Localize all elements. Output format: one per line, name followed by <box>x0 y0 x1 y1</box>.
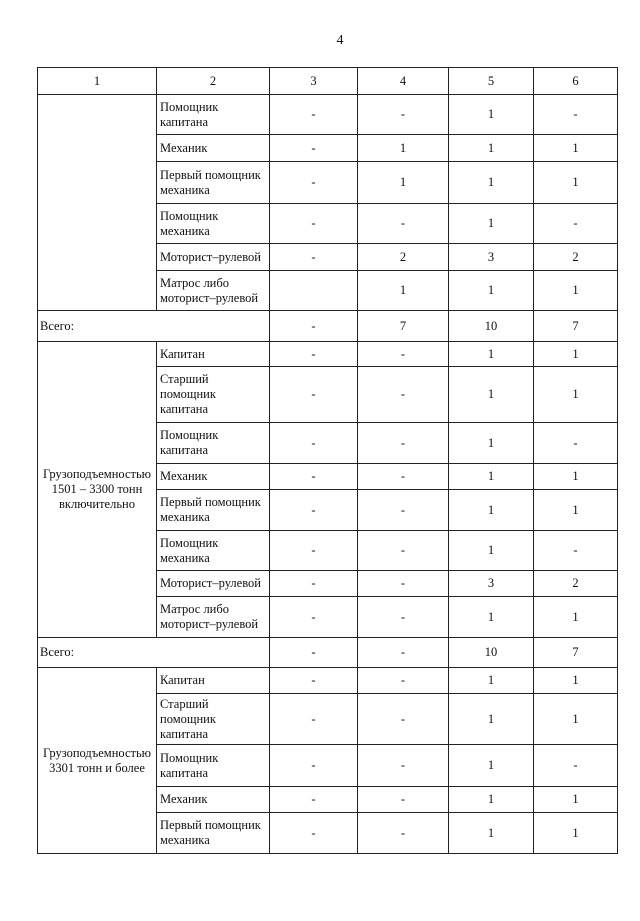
position-cell: Старший помощник капитана <box>157 694 270 745</box>
value-cell-c4: 2 <box>358 244 449 271</box>
value-cell-c6: 1 <box>534 787 618 813</box>
value-cell-c3: - <box>270 694 358 745</box>
value-cell-c6: 1 <box>534 271 618 311</box>
value-cell-c4: - <box>358 464 449 490</box>
value-cell-c5: 1 <box>449 787 534 813</box>
total-label: Всего: <box>38 311 270 342</box>
value-cell-c5: 3 <box>449 571 534 597</box>
value-cell-c4: - <box>358 423 449 464</box>
value-cell-c6: 1 <box>534 342 618 367</box>
crew-table <box>37 67 618 854</box>
column-header-2: 2 <box>157 68 270 95</box>
total-row <box>38 638 618 668</box>
value-cell-c5: 1 <box>449 694 534 745</box>
value-cell-c6: 1 <box>534 694 618 745</box>
page-number: 4 <box>336 33 344 48</box>
value-cell-c6: - <box>534 745 618 787</box>
value-cell-c3: - <box>270 464 358 490</box>
position-cell: Помощник механика <box>157 204 270 244</box>
value-cell-c3: - <box>270 95 358 135</box>
value-cell-c3: - <box>270 162 358 204</box>
total-value-c4: - <box>358 638 449 668</box>
position-cell: Моторист–рулевой <box>157 571 270 597</box>
value-cell-c3: - <box>270 531 358 571</box>
value-cell-c4: 1 <box>358 162 449 204</box>
value-cell-c6: 2 <box>534 571 618 597</box>
value-cell-c3: - <box>270 244 358 271</box>
value-cell-c5: 1 <box>449 490 534 531</box>
position-cell: Помощник капитана <box>157 95 270 135</box>
total-value-c3: - <box>270 311 358 342</box>
value-cell-c3: - <box>270 135 358 162</box>
value-cell-c4: - <box>358 342 449 367</box>
value-cell-c6: 1 <box>534 490 618 531</box>
group-label-cell: Грузоподъемностью 3301 тонн и более <box>38 668 157 854</box>
value-cell-c5: 1 <box>449 531 534 571</box>
value-cell-c5: 1 <box>449 204 534 244</box>
value-cell-c3: - <box>270 745 358 787</box>
value-cell-c3: - <box>270 342 358 367</box>
value-cell-c4: - <box>358 531 449 571</box>
position-cell: Помощник капитана <box>157 423 270 464</box>
value-cell-c4: - <box>358 597 449 638</box>
value-cell-c5: 1 <box>449 367 534 423</box>
table-row <box>38 342 618 367</box>
total-value-c3: - <box>270 638 358 668</box>
position-cell: Помощник механика <box>157 531 270 571</box>
value-cell-c6: 1 <box>534 813 618 854</box>
position-cell: Матрос либо моторист–рулевой <box>157 271 270 311</box>
position-cell: Капитан <box>157 342 270 367</box>
table-header-row <box>38 68 618 95</box>
position-cell: Старший помощник капитана <box>157 367 270 423</box>
total-value-c5: 10 <box>449 638 534 668</box>
position-cell: Моторист–рулевой <box>157 244 270 271</box>
position-cell: Первый помощник механика <box>157 162 270 204</box>
value-cell-c5: 3 <box>449 244 534 271</box>
value-cell-c4: - <box>358 745 449 787</box>
value-cell-c5: 1 <box>449 464 534 490</box>
column-header-1: 1 <box>38 68 157 95</box>
value-cell-c6: 1 <box>534 597 618 638</box>
value-cell-c3: - <box>270 597 358 638</box>
value-cell-c3: - <box>270 490 358 531</box>
value-cell-c4: - <box>358 787 449 813</box>
value-cell-c3: - <box>270 367 358 423</box>
value-cell-c4: - <box>358 571 449 597</box>
value-cell-c4: - <box>358 694 449 745</box>
value-cell-c5: 1 <box>449 162 534 204</box>
value-cell-c4: 1 <box>358 135 449 162</box>
value-cell-c3: - <box>270 423 358 464</box>
value-cell-c4: - <box>358 367 449 423</box>
value-cell-c5: 1 <box>449 342 534 367</box>
position-cell: Матрос либо моторист–рулевой <box>157 597 270 638</box>
value-cell-c5: 1 <box>449 813 534 854</box>
total-row <box>38 311 618 342</box>
total-label: Всего: <box>38 638 270 668</box>
value-cell-c4: - <box>358 668 449 694</box>
value-cell-c5: 1 <box>449 135 534 162</box>
position-cell: Механик <box>157 464 270 490</box>
table-row <box>38 668 618 694</box>
value-cell-c4: 1 <box>358 271 449 311</box>
value-cell-c5: 1 <box>449 668 534 694</box>
column-header-6: 6 <box>534 68 618 95</box>
value-cell-c6: - <box>534 531 618 571</box>
total-value-c5: 10 <box>449 311 534 342</box>
value-cell-c5: 1 <box>449 597 534 638</box>
position-cell: Механик <box>157 787 270 813</box>
value-cell-c3: - <box>270 813 358 854</box>
value-cell-c6: - <box>534 423 618 464</box>
value-cell-c6: 1 <box>534 135 618 162</box>
value-cell-c6: 1 <box>534 367 618 423</box>
position-cell: Механик <box>157 135 270 162</box>
value-cell-c3: - <box>270 668 358 694</box>
value-cell-c6: - <box>534 204 618 244</box>
total-value-c4: 7 <box>358 311 449 342</box>
position-cell: Первый помощник механика <box>157 813 270 854</box>
position-cell: Помощник капитана <box>157 745 270 787</box>
value-cell-c5: 1 <box>449 745 534 787</box>
value-cell-c3: - <box>270 204 358 244</box>
value-cell-c4: - <box>358 95 449 135</box>
value-cell-c4: - <box>358 813 449 854</box>
column-header-3: 3 <box>270 68 358 95</box>
total-value-c6: 7 <box>534 311 618 342</box>
table-row <box>38 95 618 135</box>
column-header-4: 4 <box>358 68 449 95</box>
value-cell-c4: - <box>358 204 449 244</box>
value-cell-c6: 1 <box>534 668 618 694</box>
column-header-5: 5 <box>449 68 534 95</box>
value-cell-c5: 1 <box>449 271 534 311</box>
value-cell-c3 <box>270 271 358 311</box>
value-cell-c6: - <box>534 95 618 135</box>
value-cell-c6: 1 <box>534 464 618 490</box>
position-cell: Первый помощник механика <box>157 490 270 531</box>
total-value-c6: 7 <box>534 638 618 668</box>
group-label-cell <box>38 95 157 311</box>
value-cell-c4: - <box>358 490 449 531</box>
value-cell-c6: 2 <box>534 244 618 271</box>
value-cell-c5: 1 <box>449 95 534 135</box>
value-cell-c5: 1 <box>449 423 534 464</box>
value-cell-c6: 1 <box>534 162 618 204</box>
value-cell-c3: - <box>270 787 358 813</box>
position-cell: Капитан <box>157 668 270 694</box>
group-label-cell: Грузоподъемностью 1501 – 3300 тонн включительно <box>38 342 157 638</box>
value-cell-c3: - <box>270 571 358 597</box>
